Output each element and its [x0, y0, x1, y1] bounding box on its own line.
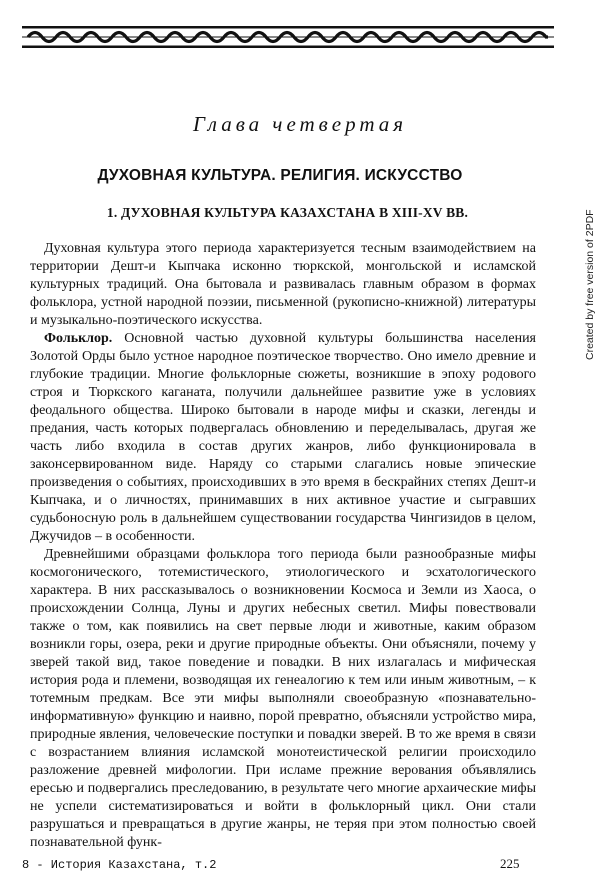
- folklore-lead: Фольклор.: [44, 331, 113, 346]
- main-title: ДУХОВНАЯ КУЛЬТУРА. РЕЛИГИЯ. ИСКУССТВО: [97, 167, 463, 184]
- chapter-heading: Глава четвертая: [192, 112, 408, 136]
- paragraph-folklore: [30, 330, 536, 546]
- section-title: 1. ДУХОВНАЯ КУЛЬТУРА КАЗАХСТАНА В XIII-XV ВВ.: [106, 205, 469, 220]
- side-watermark: Created by free version of 2PDF: [584, 209, 596, 360]
- ornamental-border: [22, 26, 554, 48]
- body-text: [30, 240, 536, 852]
- paragraph-intro: Духовная культура этого периода характеризуется тесным взаимодействием на территории Дешт-и Кыпчака исконно тюркской, монгольской и исламской культурных традиций. Она бытовала и развивалась главным образом в формах фольклора, устной народной поэзии, письменной (рукописно-книжной) литературы и музыкально-поэтического искусства.: [30, 241, 536, 328]
- page-number: 225: [500, 856, 520, 871]
- paragraph-myths: Древнейшими образцами фольклора того периода были разнообразные мифы космогонического, тотемистического, этиологического и эсхатологического характера. В них рассказывалось о возникновении Космоса и Земли из Хаоса, о происхождении Солнца, Луны и других небесных светил. Мифы повествовали также о том, как появились на свет первые люди и животные, каким образом возникли горы, озера, реки и другие природные объекты. Они объясняли, почему у зверей такой вид, такое поведение и повадки. В них излагалась и мифическая история рода и племени, возводящая их генеалогию к тем или иным животным, – к тотемным предкам. Все эти мифы выполняли своеобразную «познавательно-информативную» функцию и наивно, порой превратно, объясняли устройство мира, природные явления, человеческие поступки и повадки зверей. В то же время в связи с возрастанием влияния исламской монотеистической религии происходило разложение древней мифологии. При исламе прежние верования объявлялись ересью и подвергались преследованию, в результате чего многие архаические мифы не успели систематизироваться и войти в фольклорный цикл. Они стали разрушаться и превращаться в другие жанры, не теряя при этом полностью своей познавательной функ-: [30, 547, 536, 850]
- folklore-text: Основной частью духовной культуры большинства населения Золотой Орды было устное народное поэтическое творчество. Оно имело древние и глубокие традиции. Многие фольклорные сюжеты, возникшие в эпоху родового строя и Тюркского каганата, получили дальнейшее развитие уже в условиях феодального общества. Широко бытовали в народе мифы и сказки, легенды и предания, часть которых подвергалась обновлению и переделывалась, другая же часть либо входила в состав других жанров, либо функционировала в законсервированном виде. Наряду со старыми слагались новые эпические произведения о событиях, происходивших в это время в бескрайних степях Дешт-и Кыпчака, и о личностях, принимавших в них активное участие и сыгравших судьбоносную роль в дальнейшем существовании государства Чингизидов в целом, Джучидов – в особенности.: [30, 331, 536, 544]
- footer-book-title: 8 - История Казахстана, т.2: [22, 858, 217, 872]
